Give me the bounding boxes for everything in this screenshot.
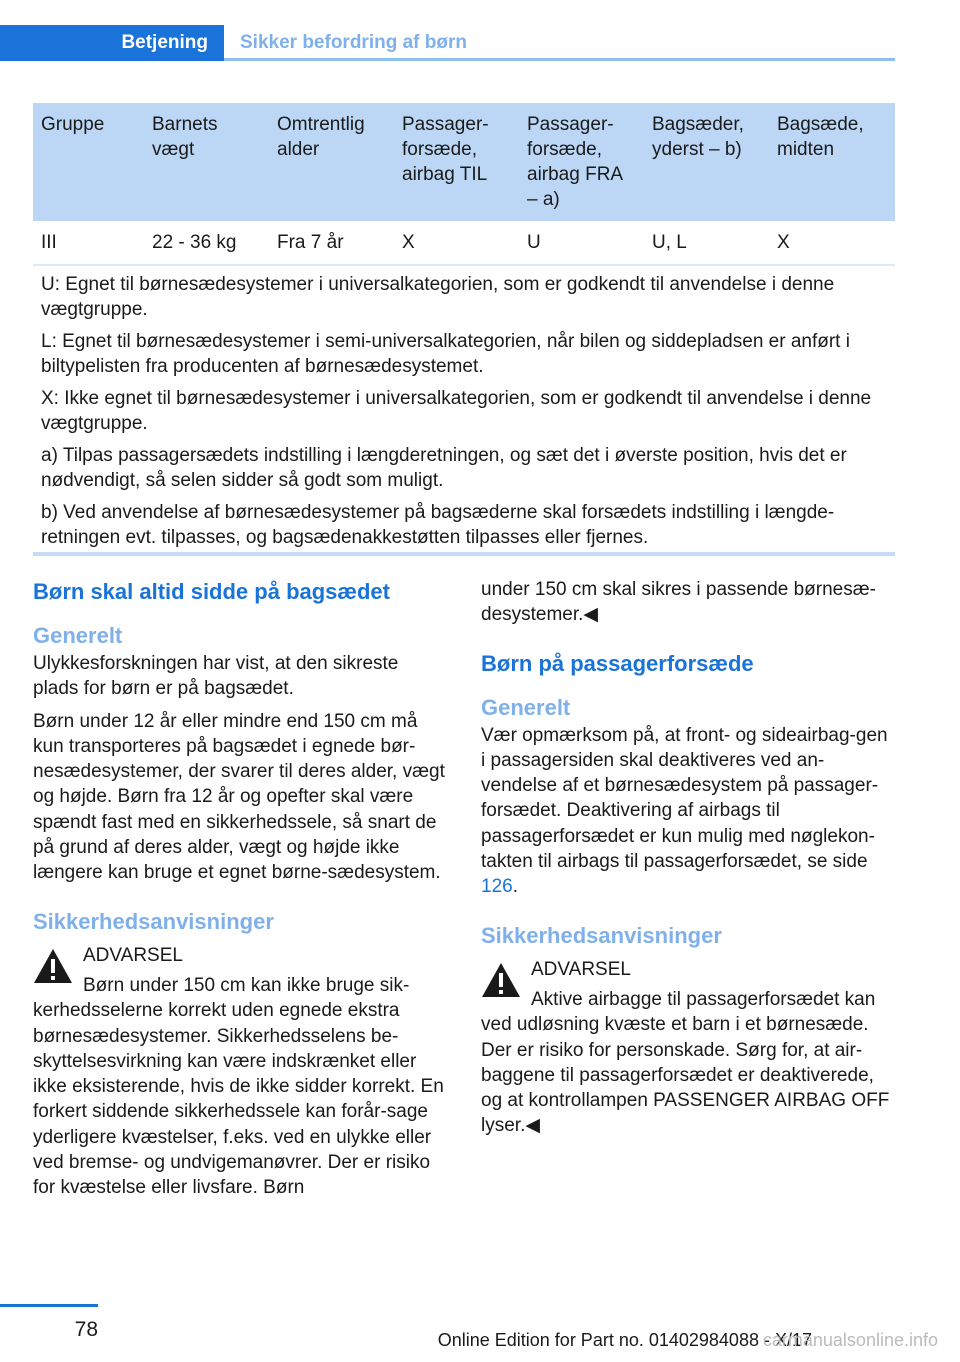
warning-triangle-icon <box>481 961 521 999</box>
heading-general: Generelt <box>33 623 123 648</box>
paragraph: Ulykkesforskningen har vist, at den sikreste plads for børn er på bagsædet. <box>33 653 399 700</box>
table-notes-row <box>33 265 895 571</box>
page-number: 78 <box>74 1318 98 1341</box>
paragraph: Børn under 12 år eller mindre end 150 cm må kun transporteres på bagsædet i egnede bør-nesædesystemer, der svarer til deres alder, vægt og højde. Børn fra 12 år og opefter skal være spændt fast med en sikkerhedssele, så snart de på grund af deres alder, vægt og højde ikke længere kan bruge et egnet børne-sædesystem. <box>33 710 445 884</box>
note-x: X: Ikke egnet til børnesædesystemer i universalkategorien, som er godkendt til anvendelse i denne vægtgruppe. <box>41 388 872 434</box>
table-header-cell: Bagsæde, midten <box>769 103 895 221</box>
table-header-cell: Gruppe <box>33 103 144 221</box>
warning-title: ADVARSEL <box>531 958 631 980</box>
note-u: U: Egnet til børnesædesystemer i universalkategorien, som er godkendt til anvendelse i denne vægtgruppe. <box>41 274 835 320</box>
table-cell: 22 - 36 kg <box>144 221 269 265</box>
table-bottom-rule <box>33 552 895 556</box>
warning-block <box>481 957 895 1139</box>
table-cell: III <box>33 221 144 265</box>
table-header-cell: Passager- forsæde, airbag FRA – a) <box>519 103 644 221</box>
warning-text: Børn under 150 cm kan ikke bruge sik-kerhedsselerne korrekt uden egnede ekstra børnesædesystemer. Sikkerhedsselens be-skyttelsesvirkning kan være indskrænket eller ikke eksisterende, hvis de ikke sidder korrekt. En forkert siddende sikkerhedssele kan forår-sage yderligere kvæstelser, f.eks. ved en ulykke eller ved bremse- og undvigemanøvrer. Der er risiko for kvæstelse eller livsfare. Børn <box>33 974 444 1199</box>
note-b: b) Ved anvendelse af børnesædesystemer på bagsæderne skal forsædets indstilling i længde-retningen evt. tilpasses, og bagsædenakkestøtten tilpasses eller fjernes. <box>41 502 835 548</box>
paragraph-continuation: under 150 cm skal sikres i passende børnesæ-desystemer.◀ <box>481 579 876 626</box>
watermark: carmanualsonline.info <box>762 1330 938 1350</box>
heading-general: Generelt <box>481 694 571 720</box>
table-cell: X <box>769 221 895 265</box>
warning-title: ADVARSEL <box>83 944 183 966</box>
table-cell: Fra 7 år <box>269 221 394 265</box>
table-header-cell: Passager- forsæde, airbag TIL <box>394 103 519 221</box>
table-cell: U, L <box>644 221 769 265</box>
child-seat-table <box>33 103 895 571</box>
header-underline <box>224 58 895 61</box>
page-link[interactable]: 126 <box>481 876 513 898</box>
table-row <box>33 221 895 265</box>
note-l: L: Egnet til børnesædesystemer i semi-universalkategorien, når bilen og siddepladsen er anført i biltypelisten fra producenten af børnesædesystemet. <box>41 331 850 377</box>
page-header <box>0 25 895 61</box>
table-header-cell: Barnets vægt <box>144 103 269 221</box>
footer-rule <box>0 1304 98 1307</box>
edition-note: Online Edition for Part no. 01402984088 - X/17 <box>437 1330 812 1350</box>
section-tab: Betjening <box>0 25 224 61</box>
heading-safety: Sikkerhedsanvisninger <box>481 922 722 948</box>
subsection-tab: Sikker befordring af børn <box>240 32 467 53</box>
left-column <box>33 577 449 1201</box>
heading-safety: Sikkerhedsanvisninger <box>33 908 274 934</box>
warning-triangle-icon <box>33 947 73 985</box>
section-title-backseat: Børn skal altid sidde på bagsædet <box>33 579 390 604</box>
table-cell: U <box>519 221 644 265</box>
warning-block <box>33 943 449 1201</box>
warning-text: Aktive airbagge til passagerforsædet kan ved udløsning kvæste et barn i et børnesæde. Der er risiko for personskade. Sørg for, at air-baggene til passagerforsædet er deaktiverede, og at kontrollampen PASSENGER AIRBAG OFF lyser.◀ <box>481 988 890 1137</box>
table-header-cell: Omtrentlig alder <box>269 103 394 221</box>
table-cell: X <box>394 221 519 265</box>
note-a: a) Tilpas passagersædets indstilling i længderetningen, og sæt det i øverste position, hvis det er nødvendigt, så selen sidder så godt som muligt. <box>41 445 847 491</box>
right-column <box>481 577 895 1139</box>
table-notes <box>33 265 895 571</box>
table-header-cell: Bagsæder, yderst – b) <box>644 103 769 221</box>
table-header-row <box>33 103 895 221</box>
section-title-front-seat: Børn på passagerforsæde <box>481 650 754 676</box>
paragraph: Vær opmærksom på, at front- og sideairbag-gen i passagersiden skal deaktiveres ved an-vendelse af et børnesædesystem på passager-forsædet. Deaktivering af airbags til passagerforsædet er kun mulig med nøglekon-takten til airbags til passagerforsædet, se side 126. <box>481 724 888 898</box>
